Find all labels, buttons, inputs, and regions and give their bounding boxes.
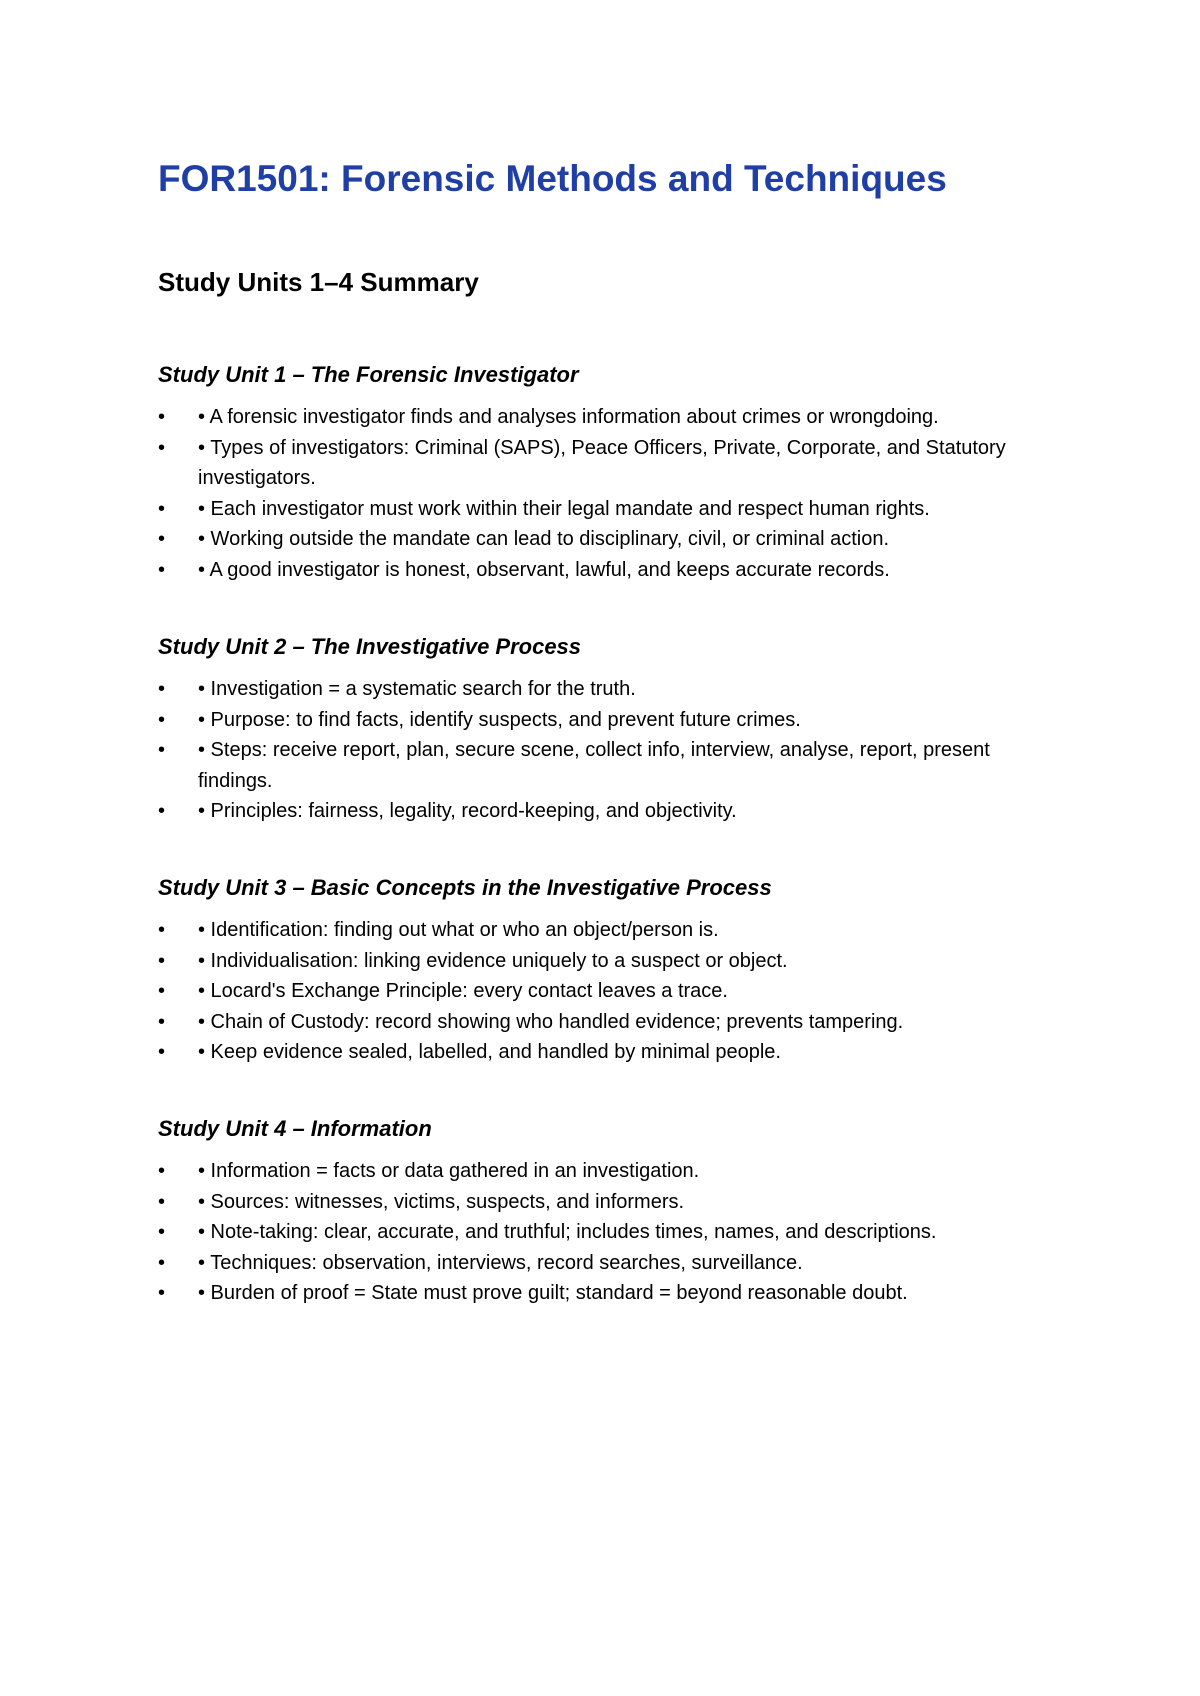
list-item: • • Types of investigators: Criminal (SAPS), Peace Officers, Private, Corporate, and Statutory investigators. [158,433,1058,494]
list-item: • • Sources: witnesses, victims, suspects, and informers. [158,1187,1058,1218]
list-item: • • Techniques: observation, interviews, record searches, surveillance. [158,1248,1058,1279]
study-unit-1 [158,360,1058,585]
unit-bullet-list [158,674,1058,827]
list-item: • • Information = facts or data gathered in an investigation. [158,1156,1058,1187]
list-item: • • Note-taking: clear, accurate, and truthful; includes times, names, and descriptions. [158,1217,1058,1248]
unit-heading: Study Unit 4 – Information [158,1116,432,1141]
list-item: • • Each investigator must work within their legal mandate and respect human rights. [158,494,1058,525]
list-item: • • Chain of Custody: record showing who handled evidence; prevents tampering. [158,1007,1058,1038]
list-item: • • Individualisation: linking evidence uniquely to a suspect or object. [158,946,1058,977]
unit-heading: Study Unit 1 – The Forensic Investigator [158,362,579,387]
list-item: • • A good investigator is honest, observant, lawful, and keeps accurate records. [158,555,1058,586]
list-item: • • Burden of proof = State must prove guilt; standard = beyond reasonable doubt. [158,1278,1058,1309]
document-title: FOR1501: Forensic Methods and Techniques [158,158,947,199]
study-unit-4 [158,1114,1058,1309]
unit-bullet-list [158,1156,1058,1309]
list-item: • • Steps: receive report, plan, secure scene, collect info, interview, analyse, report, present findings. [158,735,1058,796]
list-item: • • Investigation = a systematic search for the truth. [158,674,1058,705]
unit-heading: Study Unit 3 – Basic Concepts in the Investigative Process [158,875,772,900]
study-unit-3 [158,873,1058,1068]
list-item: • • Keep evidence sealed, labelled, and handled by minimal people. [158,1037,1058,1068]
list-item: • • Working outside the mandate can lead to disciplinary, civil, or criminal action. [158,524,1058,555]
study-unit-2 [158,632,1058,827]
list-item: • • Principles: fairness, legality, record-keeping, and objectivity. [158,796,1058,827]
unit-heading: Study Unit 2 – The Investigative Process [158,634,582,659]
unit-bullet-list [158,915,1058,1068]
list-item: • • Locard's Exchange Principle: every contact leaves a trace. [158,976,1058,1007]
list-item: • • Purpose: to find facts, identify suspects, and prevent future crimes. [158,705,1058,736]
list-item: • • Identification: finding out what or who an object/person is. [158,915,1058,946]
document-subtitle: Study Units 1–4 Summary [158,267,479,297]
unit-bullet-list [158,402,1058,585]
list-item: • • A forensic investigator finds and analyses information about crimes or wrongdoing. [158,402,1058,433]
